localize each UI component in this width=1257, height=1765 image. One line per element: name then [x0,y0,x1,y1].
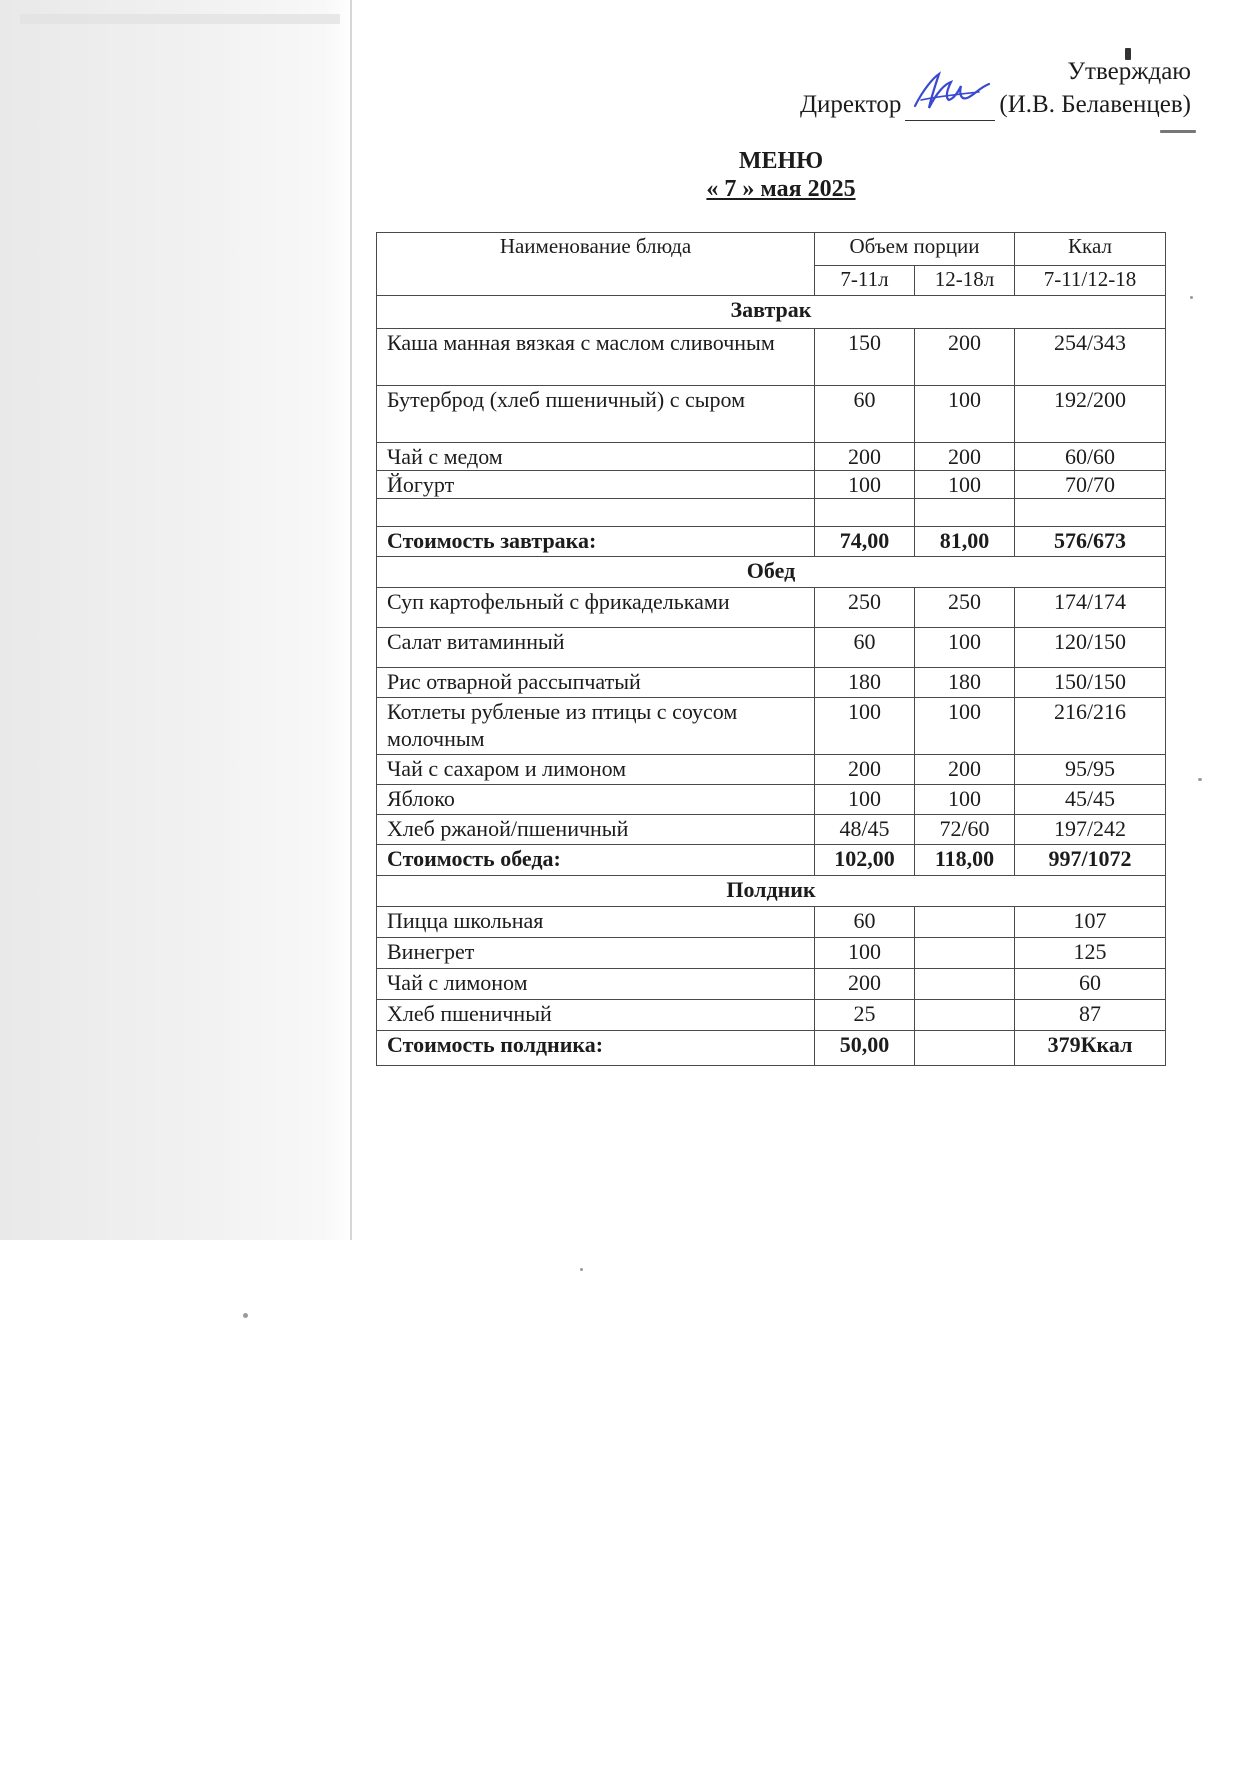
portion-7-11: 60 [815,907,915,938]
total-label: Стоимость завтрака: [377,527,815,557]
portion-7-11: 60 [815,386,915,443]
approval-title: Утверждаю [1067,58,1191,85]
dish-name: Рис отварной рассыпчатый [377,668,815,698]
section-header-row [377,296,1166,329]
scan-speck [243,1313,248,1318]
dish-name: Йогурт [377,471,815,499]
portion-7-11: 60 [815,628,915,668]
total-cost-12-18: 118,00 [915,845,1015,876]
director-name: (И.В. Белавенцев) [999,91,1191,118]
table-row [377,628,1166,668]
table-header-row [377,233,1166,266]
kcal-value: 60/60 [1015,443,1166,471]
table-row [377,668,1166,698]
table-row [377,969,1166,1000]
portion-7-11 [815,499,915,527]
portion-7-11: 100 [815,785,915,815]
portion-7-11: 180 [815,668,915,698]
kcal-value: 150/150 [1015,668,1166,698]
portion-12-18 [915,1000,1015,1031]
dish-name: Салат витаминный [377,628,815,668]
table-row [377,499,1166,527]
kcal-value: 45/45 [1015,785,1166,815]
portion-12-18: 250 [915,588,1015,628]
total-row [377,527,1166,557]
table-row [377,1000,1166,1031]
portion-12-18: 100 [915,698,1015,755]
portion-12-18 [915,907,1015,938]
portion-7-11: 100 [815,938,915,969]
header-dish-name: Наименование блюда [377,233,815,296]
section-title: Завтрак [377,296,1166,329]
header-portion: Объем порции [815,233,1015,266]
table-row [377,907,1166,938]
total-label: Стоимость обеда: [377,845,815,876]
portion-12-18: 100 [915,628,1015,668]
document-title: МЕНЮ [738,148,824,174]
table-row [377,785,1166,815]
kcal-value: 125 [1015,938,1166,969]
kcal-value: 216/216 [1015,698,1166,755]
table-row [377,938,1166,969]
portion-12-18: 72/60 [915,815,1015,845]
portion-12-18 [915,969,1015,1000]
header-age-7-11: 7-11л [815,266,915,296]
dish-name: Чай с лимоном [377,969,815,1000]
dish-name: Суп картофельный с фрикадельками [377,588,815,628]
header-kcal-ages: 7-11/12-18 [1015,266,1166,296]
portion-12-18: 180 [915,668,1015,698]
kcal-value: 254/343 [1015,329,1166,386]
approval-signature-row [800,88,1191,121]
dish-name: Яблоко [377,785,815,815]
dish-name: Хлеб пшеничный [377,1000,815,1031]
director-position: Директор [799,91,902,118]
scan-edge [350,0,352,1240]
scan-mark [1160,130,1196,133]
portion-7-11: 48/45 [815,815,915,845]
kcal-value: 95/95 [1015,755,1166,785]
table-row [377,815,1166,845]
total-cost-7-11: 102,00 [815,845,915,876]
menu-table [376,232,1166,1066]
approval-block [800,56,1191,121]
table-row [377,443,1166,471]
portion-12-18: 200 [915,443,1015,471]
portion-7-11: 25 [815,1000,915,1031]
dish-name: Чай с медом [377,443,815,471]
kcal-value: 197/242 [1015,815,1166,845]
portion-7-11: 100 [815,471,915,499]
portion-7-11: 250 [815,588,915,628]
document-date: « 7 » мая 2025 [706,176,856,202]
total-label: Стоимость полдника: [377,1031,815,1066]
kcal-value: 192/200 [1015,386,1166,443]
portion-12-18 [915,499,1015,527]
portion-7-11: 200 [815,969,915,1000]
portion-12-18: 100 [915,386,1015,443]
total-row [377,845,1166,876]
section-header-row [377,876,1166,907]
scan-speck [1190,296,1193,299]
portion-7-11: 200 [815,443,915,471]
total-kcal: 576/673 [1015,527,1166,557]
scan-shadow [0,0,352,1240]
portion-12-18: 200 [915,755,1015,785]
table-row [377,755,1166,785]
dish-name: Котлеты рубленые из птицы с соусом молочным [377,698,815,755]
section-title: Полдник [377,876,1166,907]
portion-7-11: 200 [815,755,915,785]
dish-name: Винегрет [377,938,815,969]
scan-speck [580,1268,583,1271]
dish-name [377,499,815,527]
portion-12-18: 200 [915,329,1015,386]
total-kcal: 379Ккал [1015,1031,1166,1066]
total-kcal: 997/1072 [1015,845,1166,876]
table-row [377,329,1166,386]
kcal-value: 174/174 [1015,588,1166,628]
dish-name: Каша манная вязкая с маслом сливочным [377,329,815,386]
portion-7-11: 100 [815,698,915,755]
header-kcal: Ккал [1015,233,1166,266]
kcal-value [1015,499,1166,527]
table-row [377,386,1166,443]
table-row [377,471,1166,499]
kcal-value: 120/150 [1015,628,1166,668]
dish-name: Пицца школьная [377,907,815,938]
scan-speck [1198,778,1202,781]
portion-12-18 [915,938,1015,969]
table-row [377,588,1166,628]
total-cost-12-18 [915,1031,1015,1066]
table-row [377,698,1166,755]
dish-name: Хлеб ржаной/пшеничный [377,815,815,845]
section-title: Обед [377,557,1166,588]
section-header-row [377,557,1166,588]
scan-artifact [20,14,340,24]
total-cost-7-11: 74,00 [815,527,915,557]
kcal-value: 60 [1015,969,1166,1000]
total-cost-7-11: 50,00 [815,1031,915,1066]
kcal-value: 70/70 [1015,471,1166,499]
header-age-12-18: 12-18л [915,266,1015,296]
total-row [377,1031,1166,1066]
signature-icon [905,88,995,121]
kcal-value: 107 [1015,907,1166,938]
kcal-value: 87 [1015,1000,1166,1031]
dish-name: Бутерброд (хлеб пшеничный) с сыром [377,386,815,443]
portion-12-18: 100 [915,785,1015,815]
total-cost-12-18: 81,00 [915,527,1015,557]
dish-name: Чай с сахаром и лимоном [377,755,815,785]
portion-12-18: 100 [915,471,1015,499]
portion-7-11: 150 [815,329,915,386]
